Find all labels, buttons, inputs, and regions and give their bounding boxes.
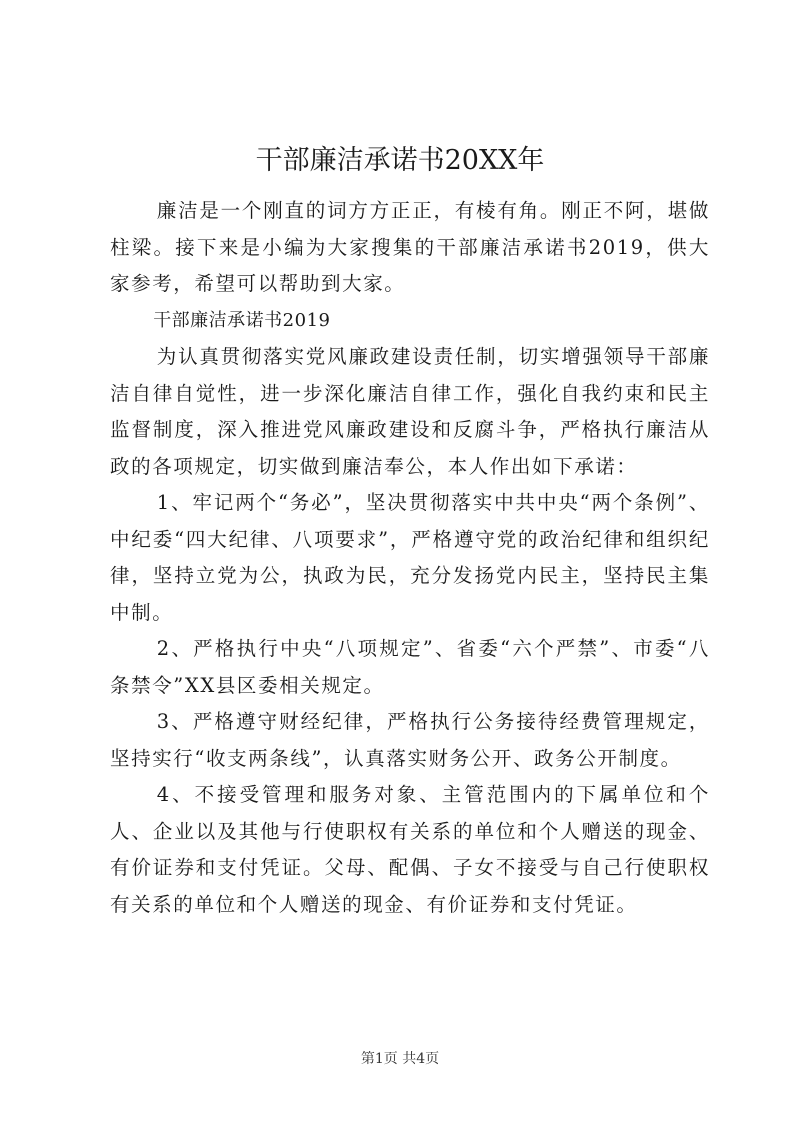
intro-paragraph: 廉洁是一个刚直的词方方正正，有棱有角。刚正不阿，堪做柱梁。接下来是小编为大家搜集的干部廉洁承诺书2019，供大家参考，希望可以帮助到大家。 [110,199,710,295]
commitment-item-2: 2、严格执行中央“八项规定”、省委“六个严禁”、市委“八条禁令”XX县区委相关规定。 [110,637,710,697]
commitment-item-1: 1、牢记两个“务必”，坚决贯彻落实中共中央“两个条例”、中纪委“四大纪律、八项要求”，严格遵守党的政治纪律和组织纪律，坚持立党为公，执政为民，充分发扬党内民主，坚持民主集中制。 [110,491,710,624]
preamble-paragraph: 为认真贯彻落实党风廉政建设责任制，切实增强领导干部廉洁自律自觉性，进一步深化廉洁自律工作，强化自我约束和民主监督制度，深入推进党风廉政建设和反腐斗争，严格执行廉洁从政的各项规定，切实做到廉洁奉公，本人作出如下承诺： [110,345,710,478]
commitment-item-3: 3、严格遵守财经纪律，严格执行公务接待经费管理规定，坚持实行“收支两条线”，认真落实财务公开、政务公开制度。 [110,710,710,770]
commitment-item-4: 4、不接受管理和服务对象、主管范围内的下属单位和个人、企业以及其他与行使职权有关系的单位和个人赠送的现金、有价证券和支付凭证。父母、配偶、子女不接受与自己行使职权有关系的单位和个人赠送的现金、有价证券和支付凭证。 [110,783,710,916]
document-body [110,193,710,923]
page-footer: 第1页 共4页 [360,1051,440,1067]
document-title: 干部廉洁承诺书20XX年 [255,145,545,176]
subtitle-paragraph: 干部廉洁承诺书2019 [153,309,331,331]
